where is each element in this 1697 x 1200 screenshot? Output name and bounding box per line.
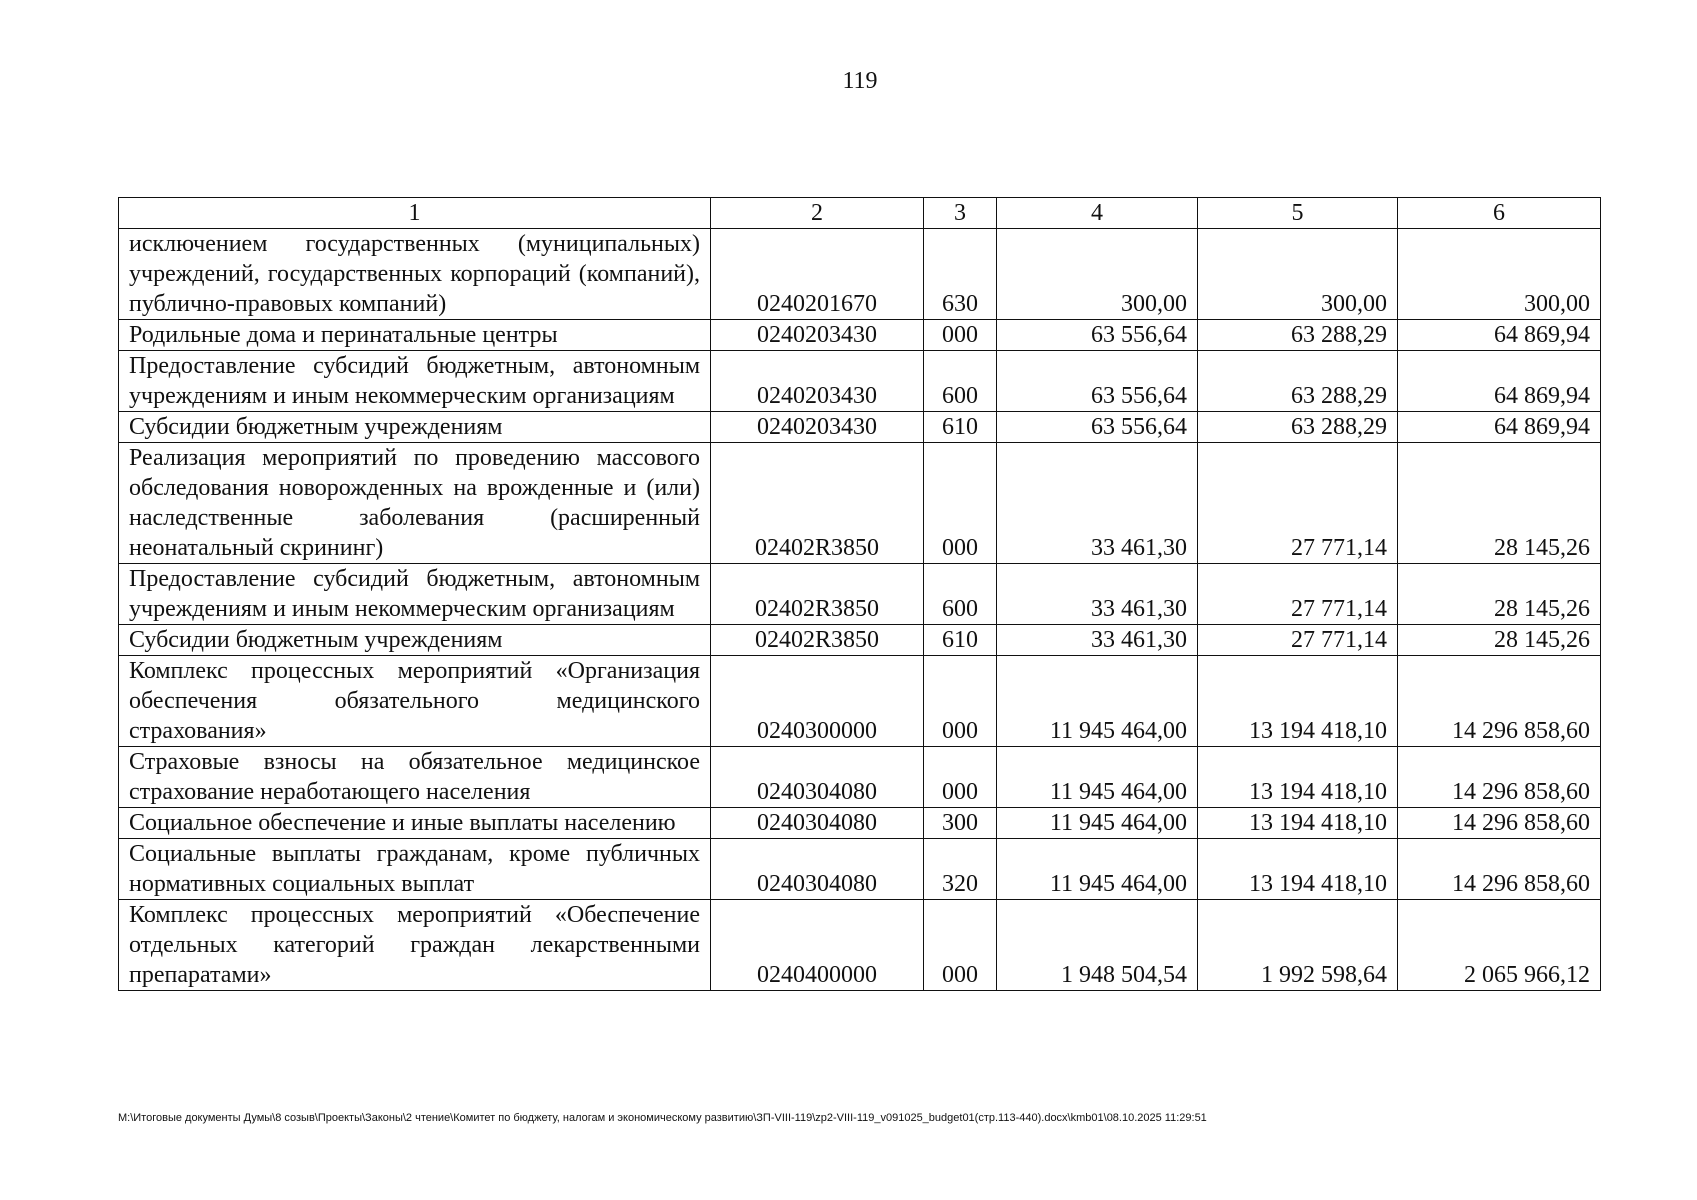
row-sum-2: 13 194 418,10 — [1198, 839, 1398, 900]
row-sum-2: 13 194 418,10 — [1198, 747, 1398, 808]
table-row — [119, 229, 1601, 320]
row-sum-1: 11 945 464,00 — [997, 747, 1198, 808]
row-code: 0240201670 — [711, 229, 924, 320]
budget-table — [118, 197, 1601, 991]
row-sum-1: 63 556,64 — [997, 412, 1198, 443]
table-body — [119, 229, 1601, 991]
table-row — [119, 656, 1601, 747]
row-sum-3: 64 869,94 — [1398, 351, 1601, 412]
row-sum-2: 63 288,29 — [1198, 320, 1398, 351]
header-row — [119, 198, 1601, 229]
document-file-path: M:\Итоговые документы Думы\8 созыв\Проекты\Законы\2 чтение\Комитет по бюджету, налогам и экономическому развитию\ЗП-VIII-119\zp2-VIII-119_v091025_budget01(стр.113-440).docx\kmb01\08.10.2025 11:29:51 — [118, 1112, 1207, 1124]
row-sum-1: 63 556,64 — [997, 351, 1198, 412]
row-name: Комплекс процессных мероприятий «Организация обеспечения обязательного медицинского страхования» — [119, 656, 711, 747]
column-header-code: 2 — [711, 198, 924, 229]
row-expense-type: 610 — [924, 412, 997, 443]
table-row — [119, 900, 1601, 991]
column-header-sum-2: 5 — [1198, 198, 1398, 229]
column-header-sum-3: 6 — [1398, 198, 1601, 229]
row-expense-type: 000 — [924, 747, 997, 808]
row-sum-1: 11 945 464,00 — [997, 839, 1198, 900]
row-sum-3: 14 296 858,60 — [1398, 656, 1601, 747]
row-sum-3: 28 145,26 — [1398, 564, 1601, 625]
row-sum-1: 33 461,30 — [997, 564, 1198, 625]
row-sum-2: 300,00 — [1198, 229, 1398, 320]
table-row — [119, 747, 1601, 808]
table-row — [119, 351, 1601, 412]
row-code: 02402R3850 — [711, 443, 924, 564]
row-name: Страховые взносы на обязательное медицинское страхование неработающего населения — [119, 747, 711, 808]
row-sum-1: 33 461,30 — [997, 443, 1198, 564]
table-row — [119, 564, 1601, 625]
row-sum-3: 300,00 — [1398, 229, 1601, 320]
row-sum-2: 63 288,29 — [1198, 351, 1398, 412]
row-expense-type: 000 — [924, 443, 997, 564]
row-sum-2: 27 771,14 — [1198, 625, 1398, 656]
column-header-expense-type: 3 — [924, 198, 997, 229]
row-sum-1: 11 945 464,00 — [997, 808, 1198, 839]
column-header-sum-1: 4 — [997, 198, 1198, 229]
row-code: 0240400000 — [711, 900, 924, 991]
row-sum-3: 2 065 966,12 — [1398, 900, 1601, 991]
row-expense-type: 600 — [924, 564, 997, 625]
table-row — [119, 625, 1601, 656]
column-header-name: 1 — [119, 198, 711, 229]
row-expense-type: 600 — [924, 351, 997, 412]
row-name: Реализация мероприятий по проведению массового обследования новорожденных на врожденные и (или) наследственные заболевания (расширенный неонатальный скрининг) — [119, 443, 711, 564]
row-sum-1: 300,00 — [997, 229, 1198, 320]
row-sum-2: 13 194 418,10 — [1198, 656, 1398, 747]
row-sum-2: 27 771,14 — [1198, 443, 1398, 564]
table-row — [119, 443, 1601, 564]
table-row — [119, 412, 1601, 443]
row-code: 0240203430 — [711, 412, 924, 443]
page-number: 119 — [842, 68, 878, 94]
row-expense-type: 610 — [924, 625, 997, 656]
row-sum-1: 11 945 464,00 — [997, 656, 1198, 747]
row-sum-2: 27 771,14 — [1198, 564, 1398, 625]
row-name: Социальные выплаты гражданам, кроме публичных нормативных социальных выплат — [119, 839, 711, 900]
table-row — [119, 839, 1601, 900]
row-name: Субсидии бюджетным учреждениям — [119, 625, 711, 656]
row-sum-2: 1 992 598,64 — [1198, 900, 1398, 991]
row-code: 0240304080 — [711, 839, 924, 900]
row-name: Социальное обеспечение и иные выплаты населению — [119, 808, 711, 839]
table-row — [119, 808, 1601, 839]
row-code: 02402R3850 — [711, 564, 924, 625]
row-code: 0240300000 — [711, 656, 924, 747]
row-code: 02402R3850 — [711, 625, 924, 656]
row-code: 0240304080 — [711, 808, 924, 839]
row-sum-3: 28 145,26 — [1398, 443, 1601, 564]
row-expense-type: 000 — [924, 900, 997, 991]
row-sum-1: 1 948 504,54 — [997, 900, 1198, 991]
row-name: Родильные дома и перинатальные центры — [119, 320, 711, 351]
row-expense-type: 300 — [924, 808, 997, 839]
row-sum-3: 14 296 858,60 — [1398, 747, 1601, 808]
row-sum-2: 63 288,29 — [1198, 412, 1398, 443]
table-row — [119, 320, 1601, 351]
row-sum-3: 64 869,94 — [1398, 412, 1601, 443]
row-expense-type: 000 — [924, 656, 997, 747]
row-name: Субсидии бюджетным учреждениям — [119, 412, 711, 443]
row-name: Комплекс процессных мероприятий «Обеспечение отдельных категорий граждан лекарственными препаратами» — [119, 900, 711, 991]
row-sum-3: 28 145,26 — [1398, 625, 1601, 656]
row-code: 0240203430 — [711, 351, 924, 412]
row-expense-type: 320 — [924, 839, 997, 900]
row-expense-type: 000 — [924, 320, 997, 351]
row-sum-1: 63 556,64 — [997, 320, 1198, 351]
row-sum-2: 13 194 418,10 — [1198, 808, 1398, 839]
row-sum-3: 64 869,94 — [1398, 320, 1601, 351]
row-name: Предоставление субсидий бюджетным, автономным учреждениям и иным некоммерческим организациям — [119, 564, 711, 625]
row-expense-type: 630 — [924, 229, 997, 320]
row-code: 0240304080 — [711, 747, 924, 808]
row-name: исключением государственных (муниципальных) учреждений, государственных корпораций (компаний), публично-правовых компаний) — [119, 229, 711, 320]
row-code: 0240203430 — [711, 320, 924, 351]
row-sum-1: 33 461,30 — [997, 625, 1198, 656]
table-header — [119, 198, 1601, 229]
row-sum-3: 14 296 858,60 — [1398, 808, 1601, 839]
row-name: Предоставление субсидий бюджетным, автономным учреждениям и иным некоммерческим организациям — [119, 351, 711, 412]
row-sum-3: 14 296 858,60 — [1398, 839, 1601, 900]
